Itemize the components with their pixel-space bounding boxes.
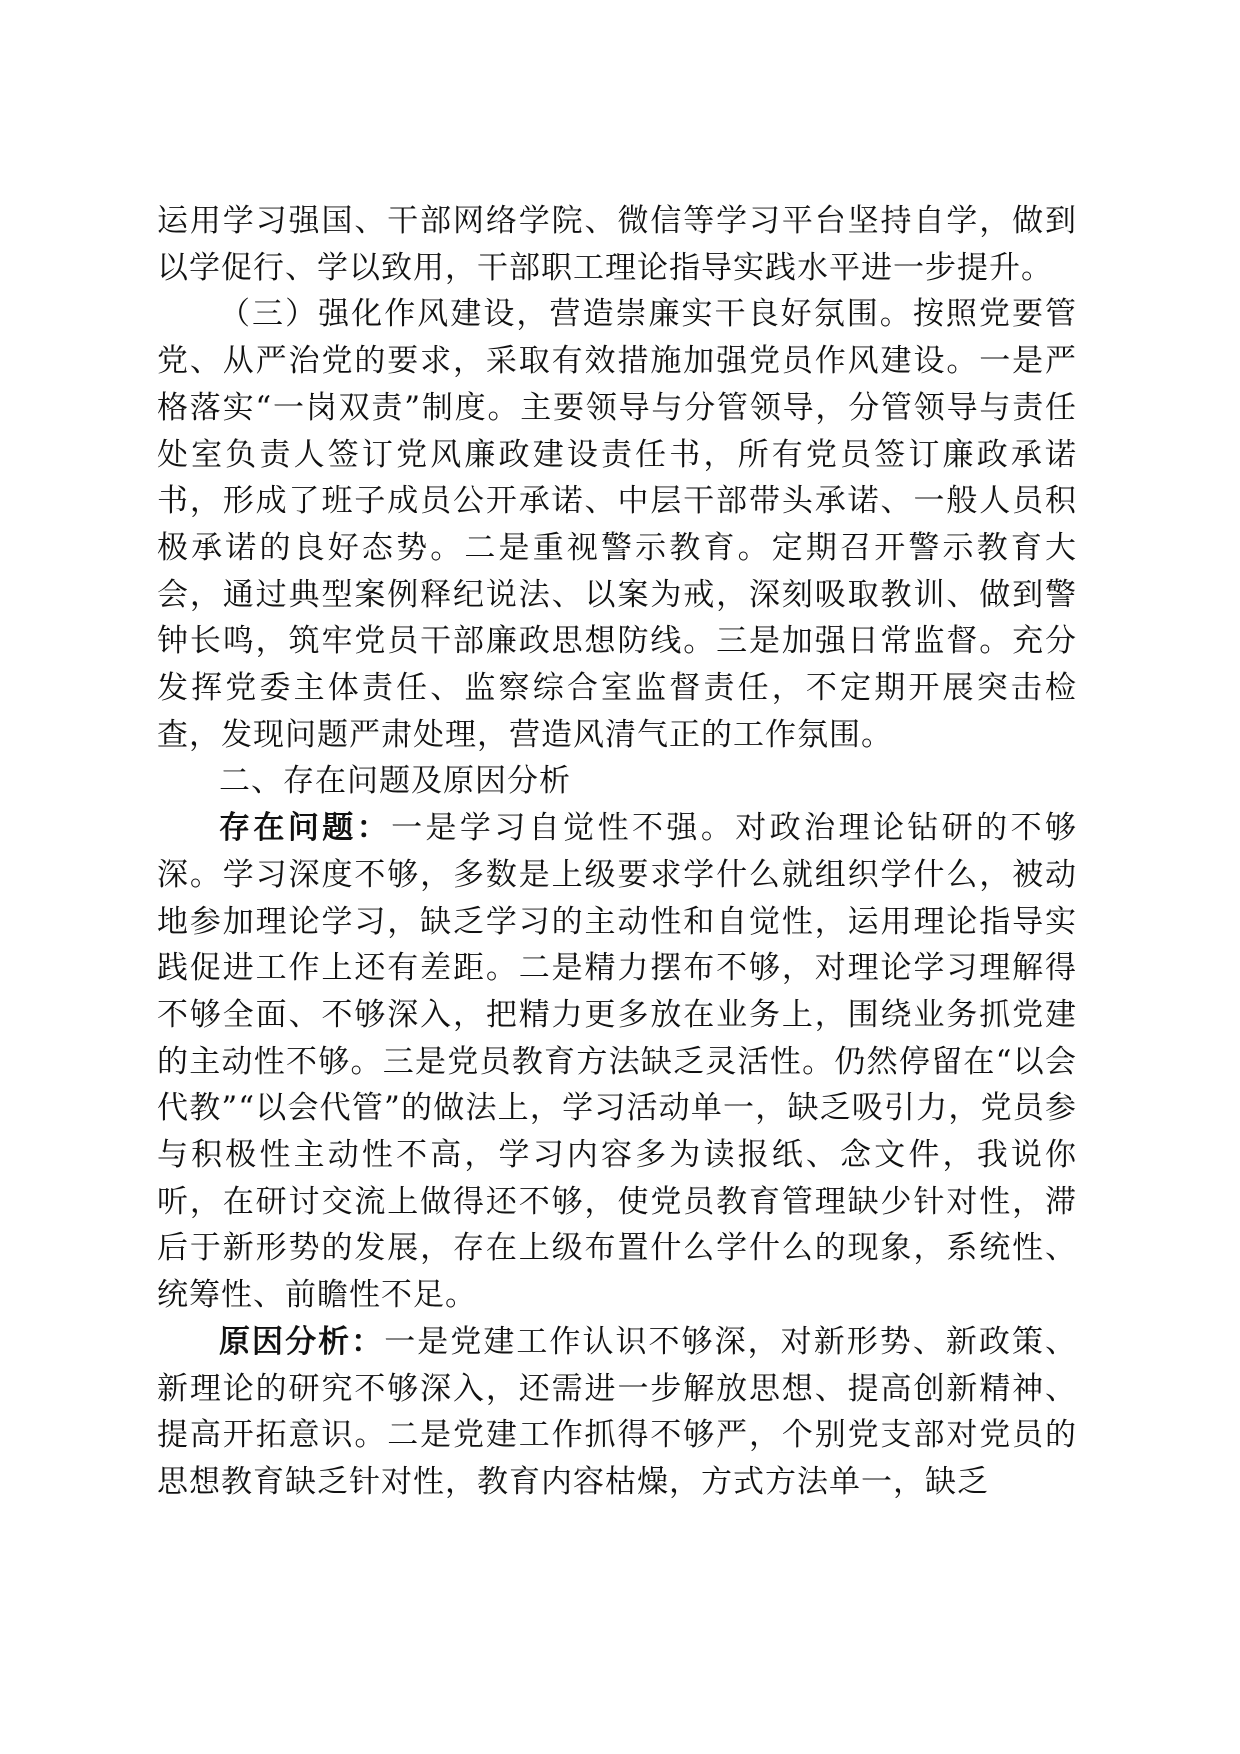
document-body [157,198,1077,1506]
cause-analysis-text: 一是党建工作认识不够深，对新形势、新政策、新理论的研究不够深入，还需进一步解放思想、提高创新精神、提高开拓意识。二是党建工作抓得不够严，个别党支部对党员的思想教育缺乏针对性，教育内容枯燥，方式方法单一，缺乏 [157,1323,1078,1500]
paragraph-existing-problems [157,805,1077,1319]
paragraph-continuation: 运用学习强国、干部网络学院、微信等学习平台坚持自学，做到以学促行、学以致用，干部职工理论指导实践水平进一步提升。 [157,203,1077,286]
paragraph-section-three: （三）强化作风建设，营造崇廉实干良好氛围。按照党要管党、从严治党的要求，采取有效措施加强党员作风建设。一是严格落实“一岗双责”制度。主要领导与分管领导，分管领导与责任处室负责人签订党风廉政建设责任书，所有党员签订廉政承诺书，形成了班子成员公开承诺、中层干部带头承诺、一般人员积极承诺的良好态势。二是重视警示教育。定期召开警示教育大会，通过典型案例释纪说法、以案为戒，深刻吸取教训、做到警钟长鸣，筑牢党员干部廉政思想防线。三是加强日常监督。充分发挥党委主体责任、监察综合室监督责任，不定期开展突击检查，发现问题严肃处理，营造风清气正的工作氛围。 [157,296,1077,753]
paragraph-cause-analysis [157,1319,1077,1506]
cause-analysis-label: 原因分析： [219,1323,385,1360]
section-heading-problems-analysis: 二、存在问题及原因分析 [219,763,571,800]
existing-problems-label: 存在问题： [219,810,392,847]
existing-problems-text: 一是学习自觉性不强。对政治理论钻研的不够深。学习深度不够，多数是上级要求学什么就组织学什么，被动地参加理论学习，缺乏学习的主动性和自觉性，运用理论指导实践促进工作上还有差距。二是精力摆布不够，对理论学习理解得不够全面、不够深入，把精力更多放在业务上，围绕业务抓党建的主动性不够。三是党员教育方法缺乏灵活性。仍然停留在“以会代教”“以会代管”的做法上，学习活动单一，缺乏吸引力，党员参与积极性主动性不高，学习内容多为读报纸、念文件，我说你听，在研讨交流上做得还不够，使党员教育管理缺少针对性，滞后于新形势的发展，存在上级布置什么学什么的现象，系统性、统筹性、前瞻性不足。 [157,810,1078,1314]
